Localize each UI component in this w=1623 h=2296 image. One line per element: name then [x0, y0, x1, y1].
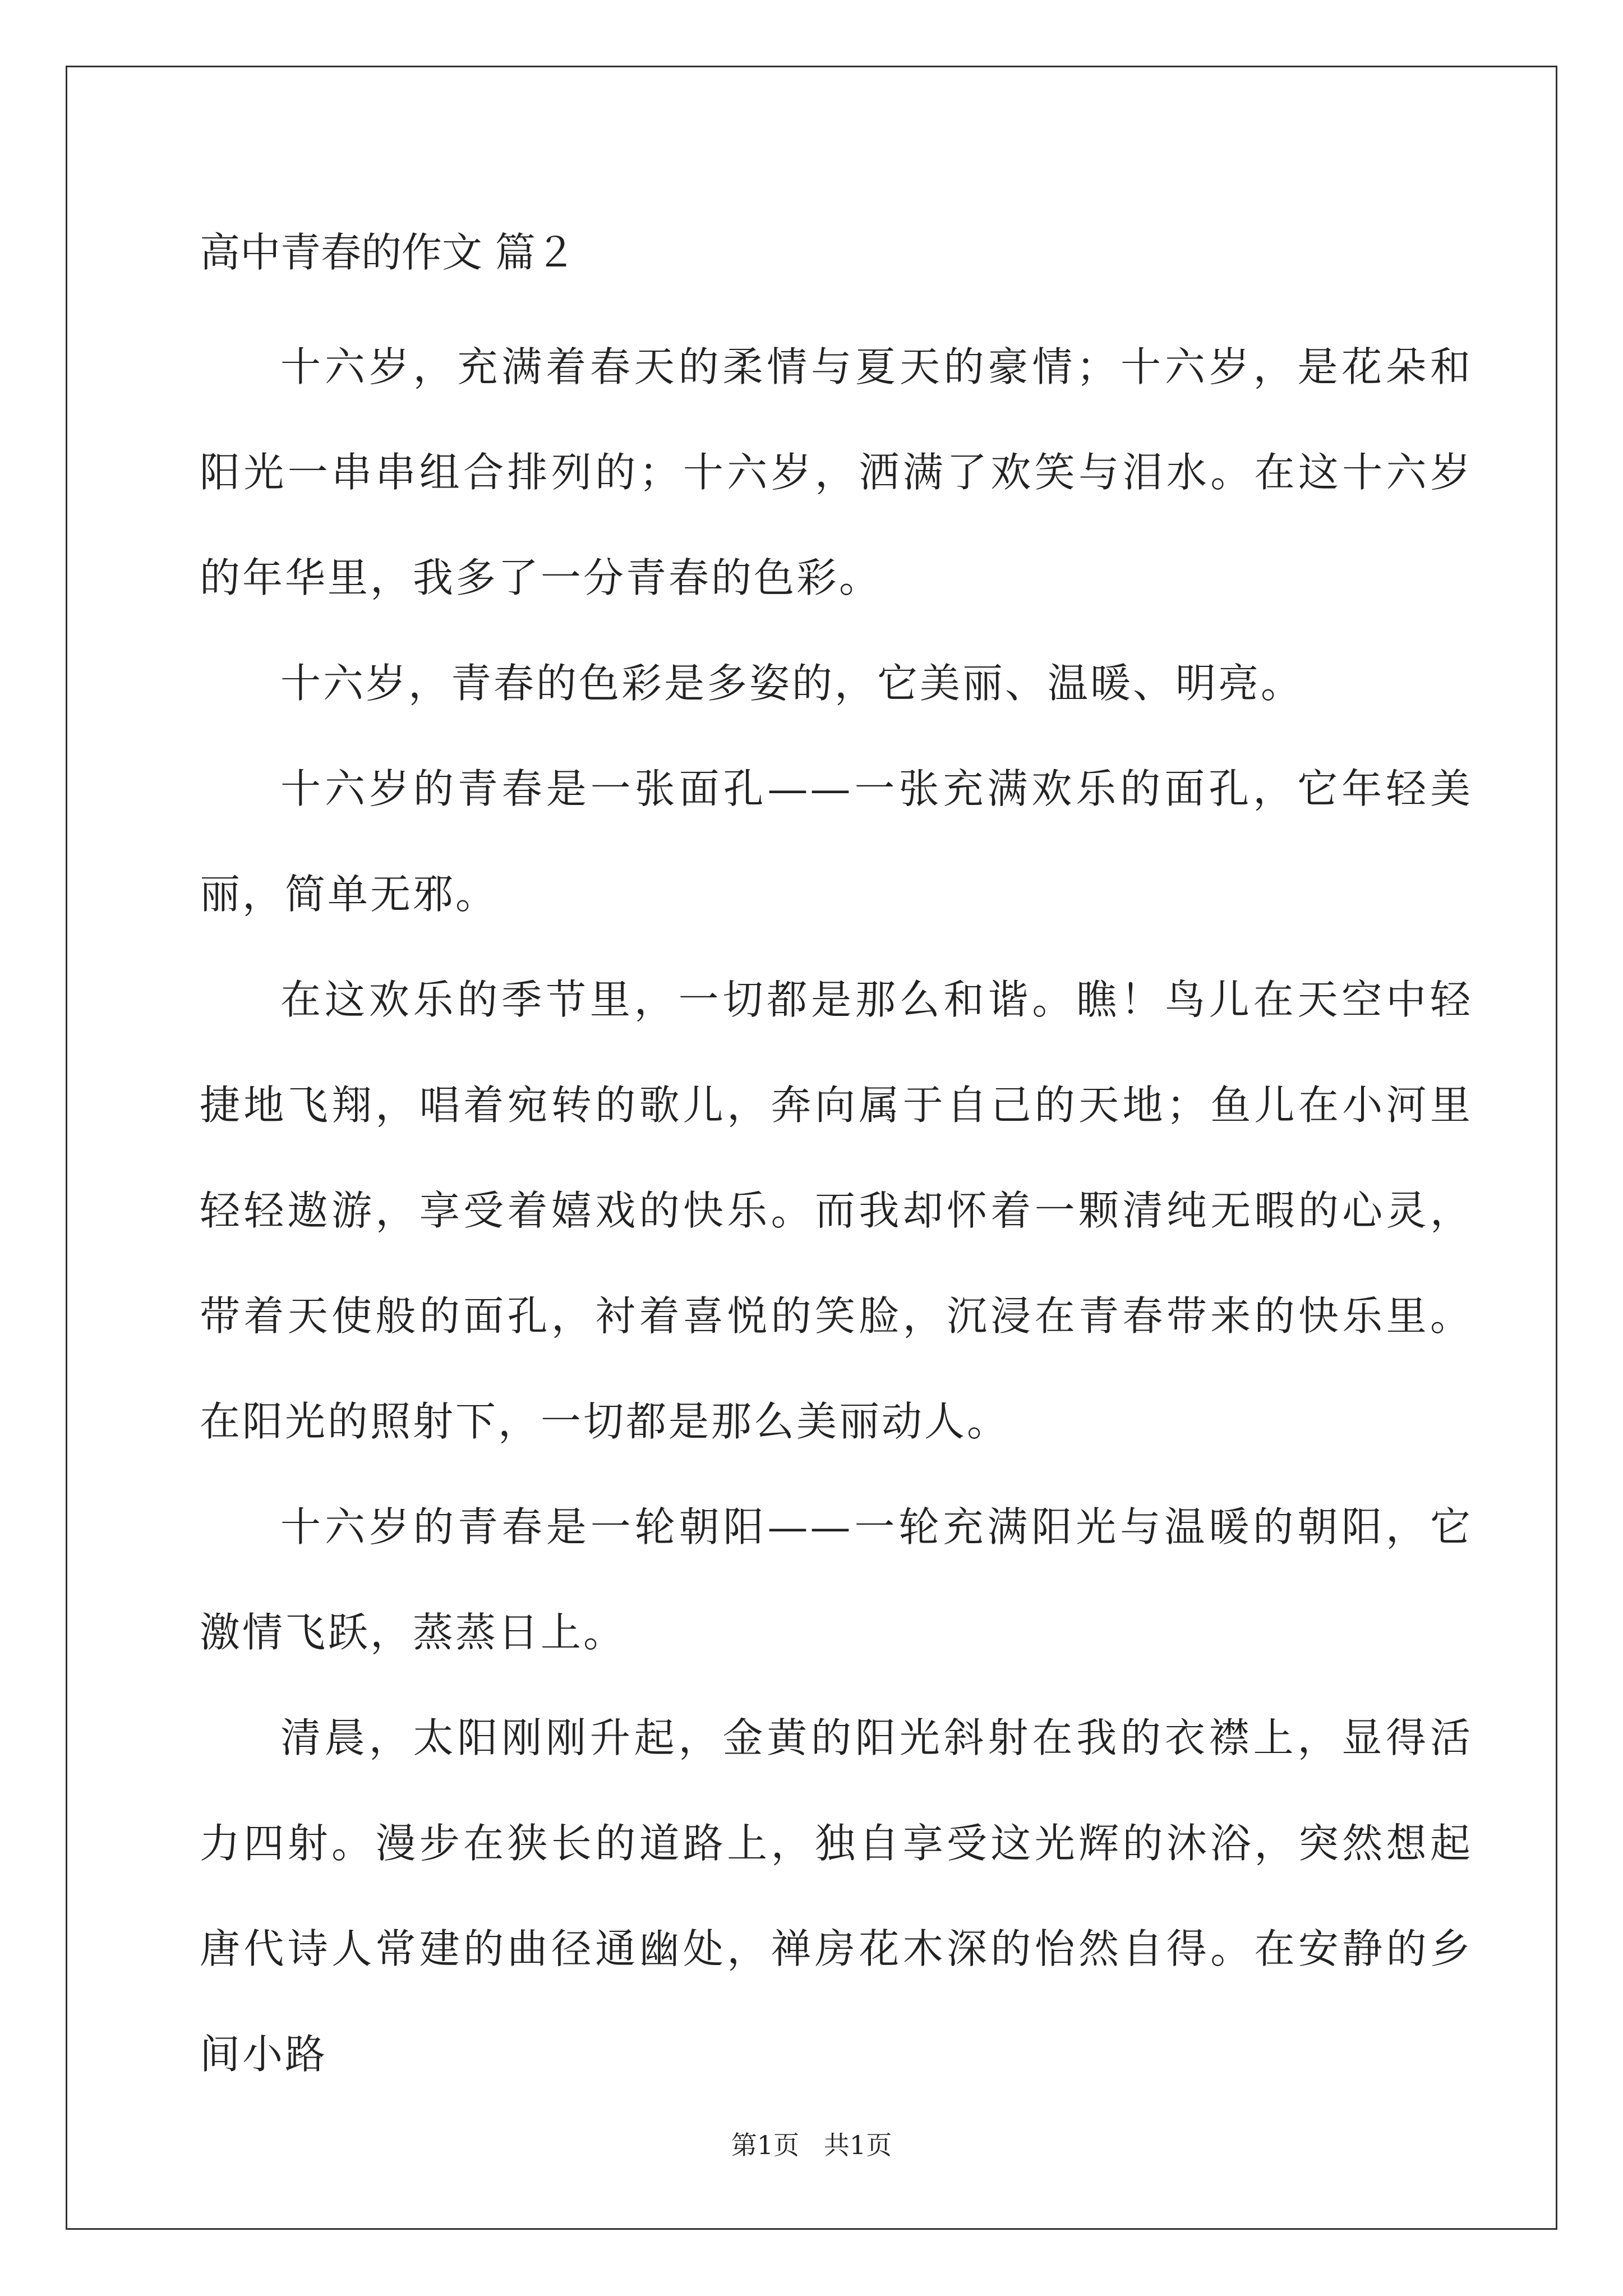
paragraph-6: 清晨，太阳刚刚升起，金黄的阳光斜射在我的衣襟上，显得活力四射。漫步在狭长的道路上，独自享受这光辉的沐浴，突然想起唐代诗人常建的曲径通幽处，禅房花木深的怡然自得。在安静的乡间小路 — [200, 1714, 1473, 2078]
document-body — [200, 224, 1473, 2107]
document-title: 高中青春的作文 篇２ — [200, 229, 576, 276]
page-footer: 第1页 共1页 — [731, 2130, 892, 2160]
paragraph-1: 十六岁，充满着春天的柔情与夏天的豪情；十六岁，是花朵和阳光一串串组合排列的；十六岁，洒满了欢笑与泪水。在这十六岁的年华里，我多了一分青春的色彩。 — [200, 343, 1473, 601]
paragraph-3: 十六岁的青春是一张面孔——一张充满欢乐的面孔，它年轻美丽，简单无邪。 — [200, 765, 1473, 918]
paragraph-5: 十六岁的青春是一轮朝阳——一轮充满阳光与温暖的朝阳，它激情飞跃，蒸蒸日上。 — [200, 1503, 1473, 1656]
paragraph-2: 十六岁，青春的色彩是多姿的，它美丽、温暖、明亮。 — [280, 660, 1304, 707]
paragraph-4: 在这欢乐的季节里，一切都是那么和谐。瞧！鸟儿在天空中轻捷地飞翔，唱着宛转的歌儿，奔向属于自己的天地；鱼儿在小河里轻轻遨游，享受着嬉戏的快乐。而我却怀着一颗清纯无暇的心灵，带着天使般的面孔，衬着喜悦的笑脸，沉浸在青春带来的快乐里。在阳光的照射下，一切都是那么美丽动人。 — [200, 976, 1473, 1445]
